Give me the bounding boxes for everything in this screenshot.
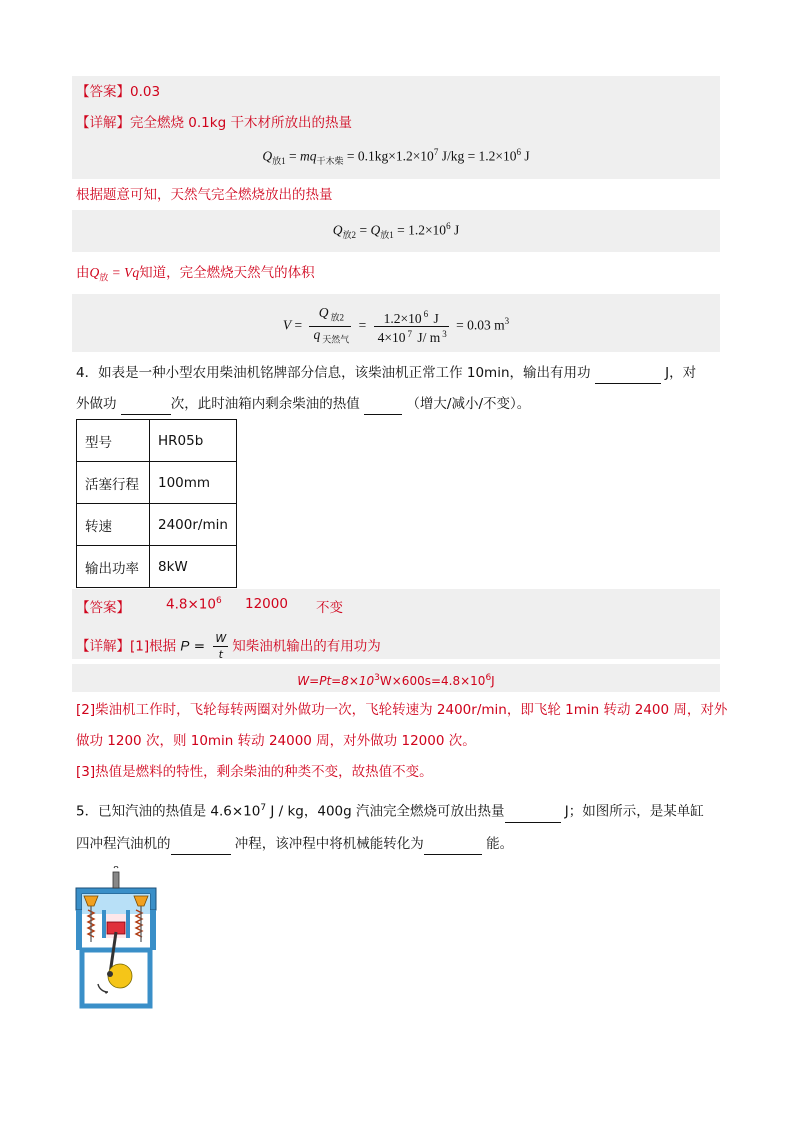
answer-label-q4: 【答案】	[76, 600, 130, 616]
table-row: 活塞行程 100mm	[77, 462, 237, 504]
answer-blank-1[interactable]	[595, 363, 661, 384]
detail-label: 【详解】	[76, 115, 130, 131]
answer-label: 【答案】	[76, 84, 130, 100]
detail-p2-line1: [2]柴油机工作时，飞轮每转两圈对外做功一次，飞轮转速为 2400r/min，即飞轮 1min 转动 2400 周，对外	[76, 702, 728, 718]
question-4-line2: 外做功 次，此时油箱内剩余柴油的热值 （增大/减小/不变）。	[76, 394, 530, 415]
question-4-line1: 4．如表是一种小型农用柴油机铭牌部分信息，该柴油机正常工作 10min，输出有用功 J，对	[76, 363, 696, 384]
question-5-line2: 四冲程汽油机的 冲程，该冲程中将机械能转化为 能。	[76, 834, 513, 855]
answer-blank-energy[interactable]	[424, 834, 482, 855]
detail-line-q4: 【详解】[1]根据 P = $\frac{W}{t}$ 知柴油机输出的有用功为	[76, 632, 381, 661]
engine-diagram	[70, 866, 162, 1012]
fraction-values: $\frac{1.2\times 10 ^6 J}{4\times 10 ^7 J/ m ^3}$	[374, 307, 449, 345]
text-volume: 由$Q_放 = Vq$知道，完全燃烧天然气的体积	[76, 265, 315, 284]
equation-q2: $Q_{放2} = Q_{放1} = 1.2\times 10^6$ J	[332, 221, 460, 241]
detail-text: 完全燃烧 0.1kg 干木材所放出的热量	[130, 115, 352, 131]
answer-blank-2[interactable]	[121, 394, 171, 415]
text-natural-gas: 根据题意可知，天然气完全燃烧放出的热量	[76, 187, 333, 203]
table-row: 转速 2400r/min	[77, 504, 237, 546]
table-row: 型号 HR05b	[77, 420, 237, 462]
answer-line-q3	[76, 82, 160, 102]
engine-spec-table	[76, 419, 237, 588]
table-row: 输出功率 8kW	[77, 546, 237, 588]
question-5-line1: 5．已知汽油的热值是 $4.6\times 10^7$ J / kg，400g 汽油完全燃烧可放出热量 J；如图所示，是某单缸	[76, 798, 704, 823]
answer-value-1: $4.8\times 10^6$	[166, 596, 222, 613]
equation-q3: V = $\frac{Q _{放2}}{q _{天然气}}$ = $\frac{1.2\times 10 ^6 J}{4\times 10 ^7 J/ m ^3}$ = 0.03 $m^3$	[72, 305, 720, 347]
detail-p3: [3]热值是燃料的特性，剩余柴油的种类不变，故热值不变。	[76, 764, 433, 780]
answer-blank-stroke[interactable]	[171, 834, 231, 855]
answer-value-2: 12000	[245, 596, 288, 612]
answer-blank-3[interactable]	[364, 394, 402, 415]
fraction-w-t: $\frac{W}{t}$	[215, 632, 227, 661]
detail-p2-line2: 做功 1200 次，则 10min 转动 24000 周，对外做功 12000 次。	[76, 733, 476, 749]
detail-line-q3	[76, 113, 352, 133]
answer-value: 0.03	[130, 84, 161, 100]
work-equation: $W=Pt=8\times 10^3W\times 600s=4.8\times 10^6J$	[297, 673, 495, 688]
answer-value-3: 不变	[316, 600, 343, 616]
equation-q1: $Q_{放1} = mq_{干木柴} = 0.1kg\times 1.2\times 10^7$ $J/kg = 1.2\times 10^6$ J	[262, 147, 530, 167]
fraction-q-ratio: $\frac{Q _{放2}}{q _{天然气}}$	[309, 305, 351, 347]
answer-blank-heat[interactable]	[505, 802, 561, 823]
